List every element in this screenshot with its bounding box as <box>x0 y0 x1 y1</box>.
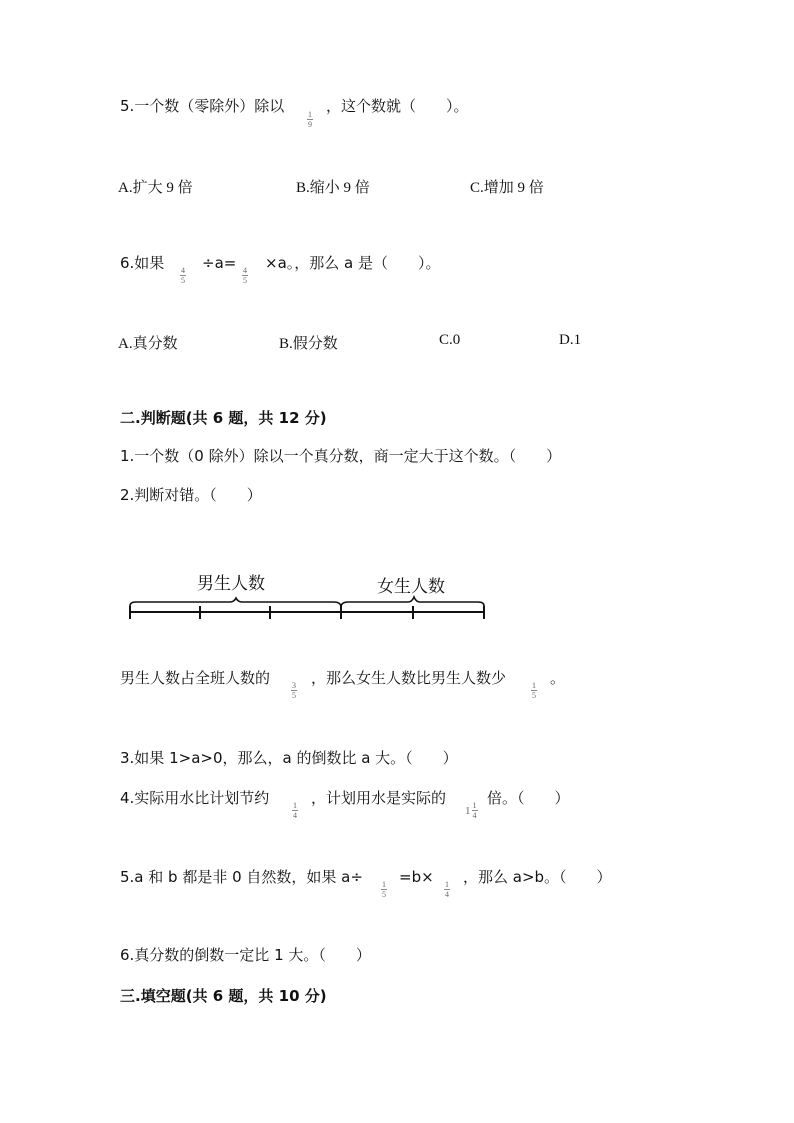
segment-diagram <box>120 590 500 630</box>
s2-q2-frac2-den: 5 <box>532 691 536 700</box>
q6-frac2-den: 5 <box>243 276 247 285</box>
q6-option-b[interactable]: B.假分数 <box>279 336 338 352</box>
s2-q2-frac2-num: 1 <box>532 681 536 690</box>
q5-option-a[interactable]: A.扩大 9 倍 <box>118 180 193 196</box>
s2-q6: 6.真分数的倒数一定比 1 大。（ ） <box>120 946 371 964</box>
diagram-label-boys: 男生人数 <box>197 574 265 594</box>
s2-q5-frac2-den: 4 <box>445 890 449 899</box>
s2-q4-frac-den: 4 <box>293 811 297 820</box>
q6-fraction-1 <box>180 266 186 285</box>
s2-q5-frac2-num: 1 <box>445 880 449 889</box>
q6-text-c: ×a。，那么 a 是（ ）。 <box>265 254 441 272</box>
s2-q2-text-c: 。 <box>550 669 566 687</box>
s2-q5-frac1-den: 5 <box>382 890 386 899</box>
s2-q2-frac1-num: 3 <box>292 681 296 690</box>
mixed-den: 4 <box>472 811 477 820</box>
s2-q1: 1.一个数（0 除外）除以一个真分数，商一定大于这个数。（ ） <box>120 447 562 465</box>
q5-fraction <box>307 110 313 129</box>
q6-text-a: 6.如果 <box>120 254 165 272</box>
q5-frac-den: 9 <box>308 120 312 129</box>
s2-q5-text-a: 5.a 和 b 都是非 0 自然数，如果 a÷ <box>120 868 363 886</box>
s2-q3: 3.如果 1>a>0，那么，a 的倒数比 a 大。（ ） <box>120 749 458 767</box>
s2-q4-text-c: 倍。（ ） <box>487 789 570 807</box>
s2-q4-text-a: 4.实际用水比计划节约 <box>120 789 270 807</box>
girls-brace <box>341 597 484 606</box>
s2-q4-mixed-number <box>465 801 478 820</box>
q6-option-c[interactable]: C.0 <box>439 332 461 348</box>
boys-brace <box>130 598 341 606</box>
s2-q2-fraction-2 <box>531 681 537 700</box>
q5-text-b: ，这个数就（ ）。 <box>326 97 469 115</box>
s2-q2-text-a: 男生人数占全班人数的 <box>120 669 271 687</box>
q6-option-a[interactable]: A.真分数 <box>118 336 178 352</box>
q6-option-d[interactable]: D.1 <box>559 332 582 348</box>
s2-q2-fraction-1 <box>291 681 297 700</box>
q5-frac-num: 1 <box>308 110 312 119</box>
diagram-label-girls: 女生人数 <box>377 577 445 597</box>
q6-frac1-num: 4 <box>181 266 185 275</box>
q5-text-a: 5.一个数（零除外）除以 <box>120 97 285 115</box>
s2-q5-text-c: ，那么 a>b。（ ） <box>463 868 612 886</box>
mixed-num: 1 <box>472 801 477 810</box>
section3-heading: 三.填空题(共 6 题，共 10 分) <box>120 987 327 1005</box>
s2-q5-fraction-2 <box>444 880 450 899</box>
mixed-whole: 1 <box>465 804 471 817</box>
s2-q4-fraction <box>292 801 298 820</box>
q6-frac1-den: 5 <box>181 276 185 285</box>
q6-text-b: ÷a= <box>202 254 237 272</box>
s2-q2-text-b: ，那么女生人数比男生人数少 <box>311 669 507 687</box>
section2-heading: 二.判断题(共 6 题，共 12 分) <box>120 409 327 427</box>
q5-option-c[interactable]: C.增加 9 倍 <box>470 180 544 196</box>
s2-q5-text-b: =b× <box>399 868 434 886</box>
s2-q4-frac-num: 1 <box>293 801 297 810</box>
mixed-fraction <box>472 801 478 820</box>
q5-stem <box>120 96 284 116</box>
s2-q4-text-b: ，计划用水是实际的 <box>311 789 447 807</box>
q6-frac2-num: 4 <box>243 266 247 275</box>
s2-q5-frac1-num: 1 <box>382 880 386 889</box>
q5-option-b[interactable]: B.缩小 9 倍 <box>296 180 370 196</box>
s2-q2-frac1-den: 5 <box>292 691 296 700</box>
q6-fraction-2 <box>242 266 248 285</box>
s2-q2: 2.判断对错。（ ） <box>120 486 262 504</box>
s2-q5-fraction-1 <box>381 880 387 899</box>
